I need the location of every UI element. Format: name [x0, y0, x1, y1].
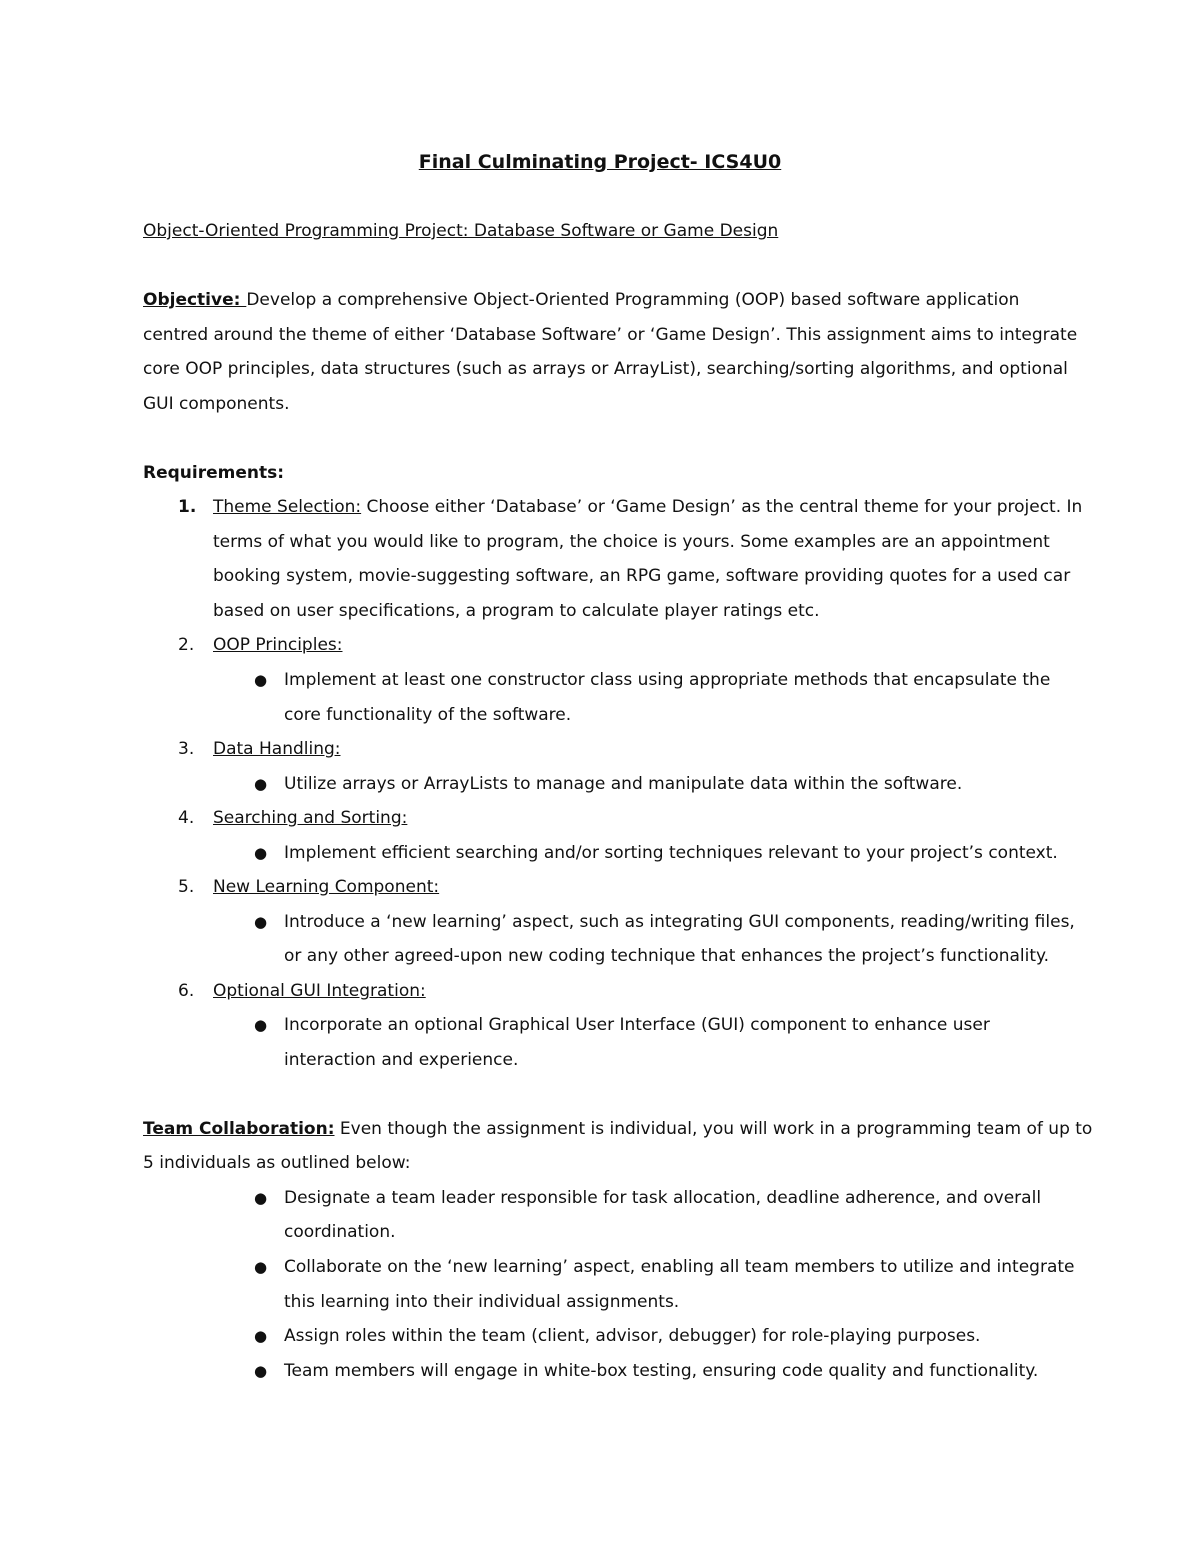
list-number: 2.: [178, 635, 195, 655]
requirement-label: Optional GUI Integration:: [213, 981, 426, 1001]
bullet-text: Implement at least one constructor class using appropriate methods that encapsulate the: [284, 670, 1051, 690]
document-title: Final Culminating Project- ICS4U0: [418, 151, 782, 173]
bullet-text: Collaborate on the ‘new learning’ aspect, enabling all team members to utilize and integrate: [284, 1257, 1075, 1277]
bullet-text: Designate a team leader responsible for task allocation, deadline adherence, and overall: [284, 1188, 1042, 1208]
objective-label: Objective:: [143, 290, 247, 310]
bullet-text: Team members will engage in white-box testing, ensuring code quality and functionality.: [284, 1361, 1039, 1381]
bullet-icon: ●: [254, 844, 268, 862]
requirement-1-line-4: based on user specifications, a program to calculate player ratings etc.: [213, 601, 820, 621]
requirements-heading: Requirements:: [143, 463, 285, 483]
bullet-icon: ●: [254, 1189, 268, 1207]
bullet-text: this learning into their individual assignments.: [284, 1292, 680, 1312]
list-number: 5.: [178, 877, 195, 897]
team-text: Even though the assignment is individual, you will work in a programming team of up to: [334, 1119, 1093, 1139]
bullet-icon: ●: [254, 1258, 268, 1276]
requirement-label: Theme Selection:: [213, 497, 362, 517]
bullet-text: core functionality of the software.: [284, 705, 572, 725]
team-label: Team Collaboration:: [143, 1119, 335, 1139]
bullet-text: coordination.: [284, 1222, 396, 1242]
bullet-icon: ●: [254, 1327, 268, 1345]
bullet-text: Incorporate an optional Graphical User Interface (GUI) component to enhance user: [284, 1015, 990, 1035]
list-number: 3.: [178, 739, 195, 759]
requirement-label: Data Handling:: [213, 739, 341, 759]
objective-line-4: GUI components.: [143, 394, 290, 414]
bullet-text: Assign roles within the team (client, advisor, debugger) for role-playing purposes.: [284, 1326, 981, 1346]
list-number: 4.: [178, 808, 195, 828]
objective-line-3: core OOP principles, data structures (such as arrays or ArrayList), searching/sorting algorithms, and optional: [143, 359, 1068, 379]
requirement-label: OOP Principles:: [213, 635, 343, 655]
list-number: 1.: [178, 497, 197, 517]
bullet-icon: ●: [254, 913, 268, 931]
bullet-icon: ●: [254, 1016, 268, 1034]
bullet-icon: ●: [254, 1362, 268, 1380]
requirement-1-line-1: [213, 495, 1082, 519]
bullet-text: Introduce a ‘new learning’ aspect, such as integrating GUI components, reading/writing files,: [284, 912, 1075, 932]
requirement-label: Searching and Sorting:: [213, 808, 408, 828]
objective-line-1: [143, 288, 1019, 312]
list-number: 6.: [178, 981, 195, 1001]
team-line-2: 5 individuals as outlined below:: [143, 1153, 411, 1173]
requirement-text: Choose either ‘Database’ or ‘Game Design’ as the central theme for your project. In: [366, 497, 1083, 517]
bullet-icon: ●: [254, 775, 268, 793]
requirement-label: New Learning Component:: [213, 877, 440, 897]
bullet-text: Implement efficient searching and/or sorting techniques relevant to your project’s context.: [284, 843, 1058, 863]
objective-line-2: centred around the theme of either ‘Database Software’ or ‘Game Design’. This assignment aims to integrate: [143, 325, 1078, 345]
bullet-icon: ●: [254, 671, 268, 689]
requirement-1-line-2: terms of what you would like to program, the choice is yours. Some examples are an appointment: [213, 532, 1050, 552]
objective-text: Develop a comprehensive Object-Oriented Programming (OOP) based software application: [246, 290, 1020, 310]
bullet-text: or any other agreed-upon new coding technique that enhances the project’s functionality.: [284, 946, 1050, 966]
team-line-1: [143, 1117, 1092, 1141]
requirement-1-line-3: booking system, movie-suggesting software, an RPG game, software providing quotes for a used car: [213, 566, 1071, 586]
bullet-text: interaction and experience.: [284, 1050, 519, 1070]
bullet-text: Utilize arrays or ArrayLists to manage and manipulate data within the software.: [284, 774, 963, 794]
document-subtitle: Object-Oriented Programming Project: Database Software or Game Design: [143, 221, 779, 241]
